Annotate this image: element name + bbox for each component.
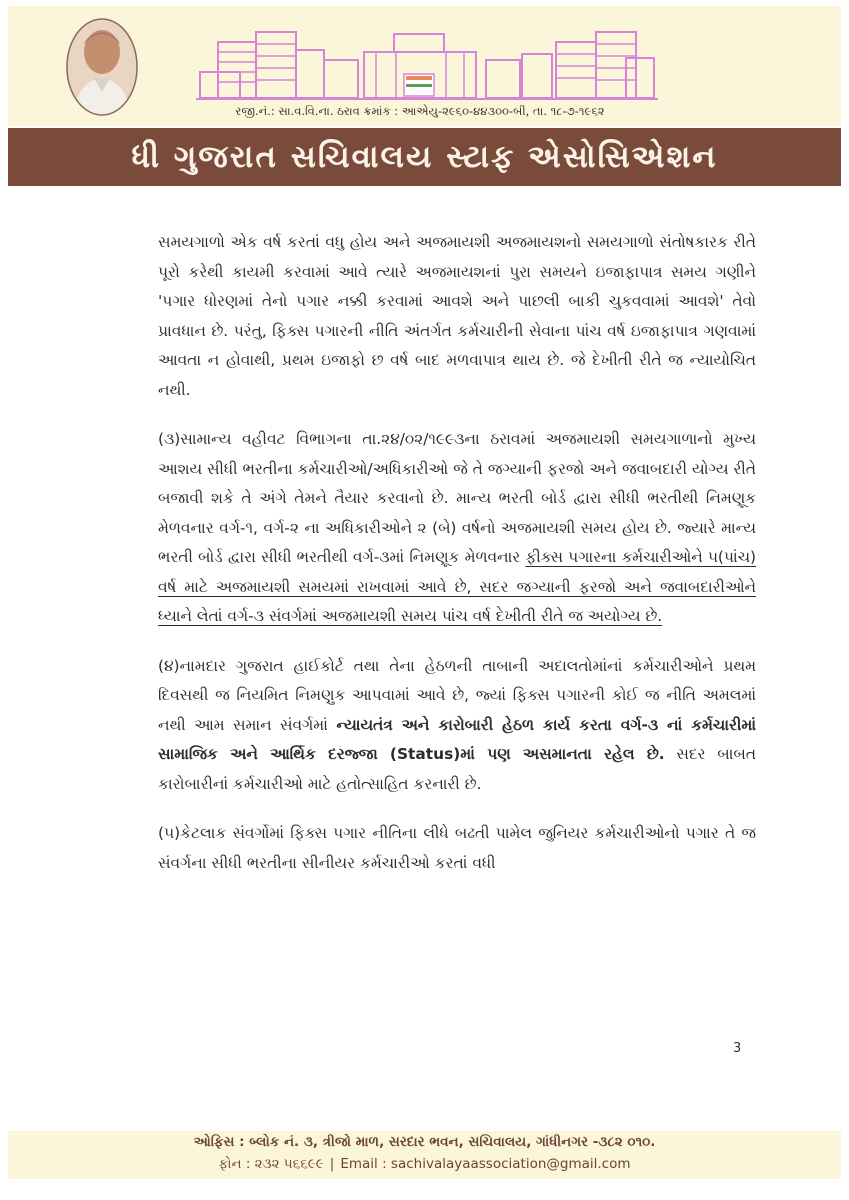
- page-number: 3: [733, 1041, 742, 1056]
- paragraph-2: [158, 425, 756, 632]
- letter-body: [158, 228, 756, 898]
- paragraph-3-bold-text: ન્યાયતંત્ર અને કારોબારી હેઠળ કાર્ય કરતા વર્ગ-૩ નાં કર્મચારીમાં સામાજિક અને આર્થિક દરજ્જા (Status)માં પણ અસમાનતા રહેલ છે.: [158, 715, 757, 763]
- paragraph-2-text: (૩)સામાન્ય વહીવટ વિભાગના તા.૨૪/૦૨/૧૯૯૩ના ઠરાવમાં અજમાયશી સમયગાળાનો મુખ્ય આશય સીધી ભરતીના કર્મચારીઓ/અધિકારીઓ જે તે જગ્યાની ફરજો અને જવાબદારી યોગ્ય રીતે બજાવી શકે તે અંગે તેમને તૈયાર કરવાનો છે. માન્ય ભરતી બોર્ડ દ્વારા સીધી ભરતીથી નિમણૂક મેળવનાર વર્ગ-૧, વર્ગ-૨ ના અધિકારીઓને ૨ (બે) વર્ષનો અજમાયશી સમય હોય છે. જ્યારે માન્ય ભરતી બોર્ડ દ્વારા સીધી ભરતીથી વર્ગ-૩માં નિમણૂક મેળવનાર: [158, 430, 756, 566]
- paragraph-4-text: (૫)કેટલાક સંવર્ગોમાં ફિક્સ પગાર નીતિના લીધે બઢતી પામેલ જુનિયર કર્મચારીઓનો પગાર તે જ સંવર્ગના સીધી ભરતીના સીનીયર કર્મચારીઓ કરતાં વધી: [158, 824, 756, 872]
- footer-phone: ફોન : ૨૩૨ ૫૬૬૯૯: [218, 1156, 324, 1172]
- footer-separator: |: [329, 1156, 335, 1172]
- footer-contact: [8, 1156, 841, 1172]
- footer-address: ઓફિસ : બ્લોક નં. ૩, ત્રીજો માળ, સરદાર ભવન, સચિવાલય, ગાંધીનગર -૩૮૨ ૦૧૦.: [193, 1134, 656, 1150]
- paragraph-1-text: સમયગાળો એક વર્ષ કરતાં વધુ હોય અને અજમાયશી અજમાયશનો સમયગાળો સંતોષકારક રીતે પૂરો કરેથી કાયમી કરવામાં આવે ત્યારે અજમાયશનાં પુરા સમયને ઇજાફાપાત્ર સમય ગણીને 'પગાર ધોરણમાં તેનો પગાર નક્કી કરવામાં આવશે અને પાછલી બાકી ચુકવવામાં આવશે' તેવો પ્રાવધાન છે. પરંતુ, ફિક્સ પગારની નીતિ અંતર્ગત કર્મચારીની સેવાના પાંચ વર્ષ ઇજાફાપાત્ર ગણવામાં આવતા ન હોવાથી, પ્રથમ ઇજાફો છ વર્ષ બાદ મળવાપાત્ર થાય છે. જે દેખીતી રીતે જ ન્યાયોચિત નથી.: [158, 233, 756, 399]
- paragraph-4: [158, 819, 756, 878]
- paragraph-3: [158, 652, 756, 800]
- portrait-image: [66, 18, 138, 116]
- footer-email[interactable]: Email : sachivalayaassociation@gmail.com: [340, 1156, 631, 1172]
- paragraph-3-text-end: સદર બાબત કારોબારીનાં કર્મચારીઓ માટે હતોત્સાહિત કરનારી છે.: [158, 745, 756, 793]
- paragraph-3-text: (૪)નામદાર ગુજરાત હાઈકોર્ટ તથા તેના હેઠળની તાબાની અદાલતોમાંનાં કર્મચારીઓને પ્રથમ દિવસથી જ નિયમિત નિમણુક આપવામાં આવે છે, જ્યાં ફિક્સ પગારની કોઈ જ નીતિ અમલમાં નથી આમ સમાન સંવર્ગમાં: [158, 656, 756, 734]
- paragraph-2-underlined-text: ફીક્સ પગારના કર્મચારીઓને ૫(પાંચ) વર્ષ માટે અજમાયશી સમયમાં રાખવામાં આવે છે, સદર જગ્યાની ફરજો અને જવાબદારીઓને ધ્યાને લેતાં વર્ગ-૩ સંવર્ગમાં અજમાયશી સમય પાંચ વર્ષ દેખીતી રીતે જ અયોગ્ય છે.: [158, 548, 757, 625]
- association-title: ધી ગુજરાત સચિવાલય સ્ટાફ એસોસિએશન: [131, 138, 718, 175]
- registration-number: રજી.નં.: સા.વ.વિ.ના. ઠરાવ ક્રમાંક : આએયુ-૨૯૬૦-૪૪૩૦૦-બી, તા. ૧૮-૭-૧૯૬૨: [235, 104, 605, 118]
- paragraph-1: [158, 228, 756, 405]
- association-title-bar: [8, 128, 841, 186]
- secretariat-skyline-illustration: [196, 28, 658, 100]
